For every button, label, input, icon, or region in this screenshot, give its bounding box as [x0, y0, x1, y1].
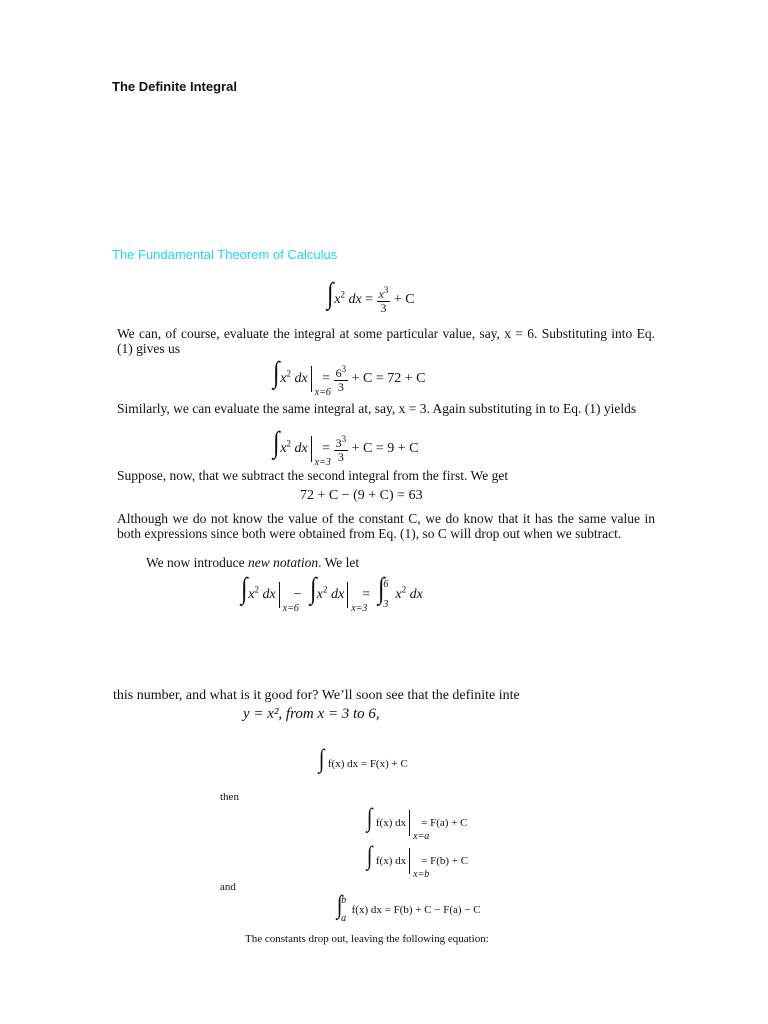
equation-subtraction-result: 72 + C − (9 + C) = 63: [300, 488, 423, 503]
paragraph-evaluate-at-three: Similarly, we can evaluate the same integral at, say, x = 3. Again substituting in to Eq. (1) yields: [117, 401, 637, 416]
equation-evaluate-at-a: ∫ f(x) dx x=a = F(a) + C: [366, 803, 468, 843]
equation-evaluate-at-b: ∫ f(x) dx x=b = F(b) + C: [366, 841, 469, 881]
text-cut-off-line: this number, and what is it good for? We’ll soon see that the definite inte: [113, 688, 520, 703]
equation-evaluate-three: $\int x^2$ dx x=3 = $\frac{3^3}{3}$ + C = 9 + C: [272, 426, 419, 468]
paragraph-evaluate-at-six: We can, of course, evaluate the integral at some particular value, say, x = 6. Substituting into Eq. (1) gives us: [117, 326, 655, 356]
text-closing-statement: The constants drop out, leaving the following equation:: [245, 933, 489, 945]
equation-indefinite-x-squared: $\int x^2$ dx = $\frac{x^3}{3}$ + C: [326, 277, 415, 316]
equation-evaluate-six: $\int x^2$ dx x=6 = $\frac{6^3}{3}$ + C = 72 + C: [272, 356, 426, 398]
document-title: The Definite Integral: [112, 79, 237, 94]
text-curve-range: y = x², from x = 3 to 6,: [243, 706, 380, 722]
label-and: and: [220, 881, 236, 893]
paragraph-subtract: Suppose, now, that we subtract the second integral from the first. We get: [117, 468, 509, 483]
equation-general-indefinite: ∫ f(x) dx = F(x) + C: [318, 744, 408, 773]
equation-definite-notation: $\int x^2$ dx x=6 − $\int x^2$ dx x=3 = ∫ 6 3 $x^2$ dx: [240, 572, 423, 614]
section-heading: The Fundamental Theorem of Calculus: [112, 247, 338, 262]
label-then: then: [220, 791, 239, 803]
paragraph-new-notation: We now introduce new notation. We let: [146, 555, 360, 570]
paragraph-constant-drops: Although we do not know the value of the constant C, we do know that it has the same value in both expressions since both were obtained from Eq. (1), so C will drop out when we subtract.: [117, 511, 655, 541]
equation-definite-general: ∫ b a f(x) dx = F(b) + C − F(a) − C: [336, 890, 481, 925]
